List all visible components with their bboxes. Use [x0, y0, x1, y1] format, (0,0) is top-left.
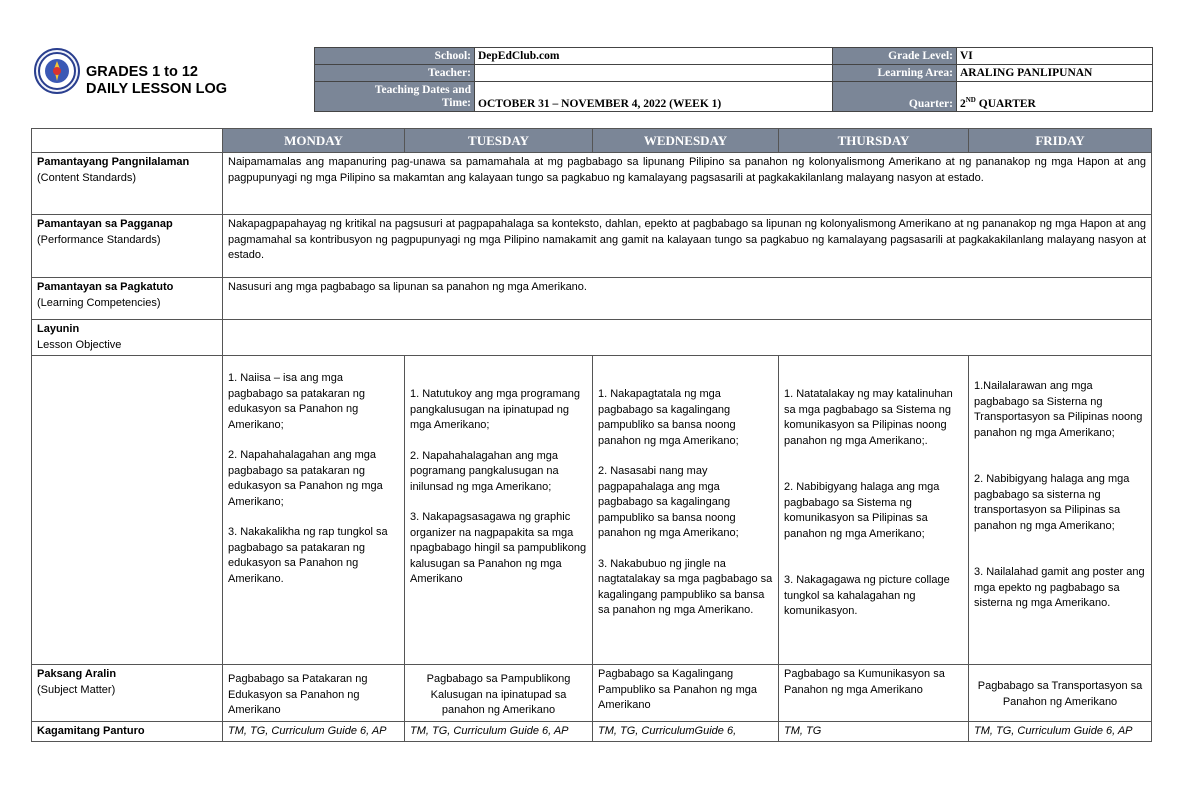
performance-standards-sub: (Performance Standards): [37, 233, 161, 246]
objective-sub: Lesson Objective: [37, 338, 122, 351]
dates-value: OCTOBER 31 – NOVEMBER 4, 2022 (WEEK 1): [475, 82, 833, 112]
subject-thursday: Pagbabago sa Kumunikasyon sa Panahon ng mga Amerikano: [779, 665, 969, 722]
document-title: [86, 64, 227, 98]
materials-friday: TM, TG, Curriculum Guide 6, AP: [969, 721, 1152, 742]
objective-friday-3: 3. Nailalahad gamit ang poster ang mga epekto ng pagbabago sa sisterna ng mga Amerikano.: [974, 566, 1145, 609]
performance-standards-row: [32, 215, 1152, 278]
materials-monday: TM, TG, Curriculum Guide 6, AP: [223, 721, 405, 742]
school-label: School:: [315, 48, 475, 65]
area-value: ARALING PANLIPUNAN: [957, 65, 1153, 82]
grade-value: VI: [957, 48, 1153, 65]
objective-monday-2: 2. Napahahalagahan ang mga pagbabago sa patakaran ng edukasyon sa Panahon ng mga Amerikano;: [228, 449, 383, 508]
performance-standards-text: Nakapagpapahayag ng kritikal na pagsusuri at pagpapahalaga sa konteksto, dahlan, epekto at pagbabago sa lipunan ng kolonyalismong Amerikano at ng pananakop ng mga Hapon at ang pagmamahal sa kontribusyon ng pagpupunyagi ng mga Pilipino namakamit ang gamit na kalayaan tungo sa pagkabuo ng kamalayang pagsasarili at pagkakakilanlang malayang nasyon at estado.: [223, 215, 1152, 278]
content-standards-title: Pamantayang Pangnilalaman: [37, 156, 190, 168]
performance-standards-label: [32, 215, 223, 278]
subject-monday: Pagbabago sa Patakaran ng Edukasyon sa Panahon ng Amerikano: [223, 665, 405, 722]
objective-monday-1: 1. Naiisa – isa ang mga pagbabago sa patakaran ng edukasyon sa Panahon ng Amerikano;: [228, 372, 366, 431]
content-standards-row: [32, 153, 1152, 215]
content-standards-text: Naipamamalas ang mapanuring pag-unawa sa pamamahala at mg pagbabago sa lipunang Pilipino sa panahon ng kolonyalismong Amerikano at ng pananakop ng mga Hapon at ang pagpupunyagi ng mga Pilipino sa makamtan ang kalayaan tungo sa pagkabuo ng kamalayang pagsasarili at pagkakakilanlang malayang nasyon at estado.: [223, 153, 1152, 215]
subject-matter-title: Paksang Aralin: [37, 668, 117, 680]
materials-label: [32, 721, 223, 742]
objective-empty-cell: [223, 320, 1152, 356]
teacher-value: [475, 65, 833, 82]
objective-wednesday-1: 1. Nakapagtatala ng mga pagbabago sa kagalingang pampubliko sa bansa noong panahon ng mga Amerikano;: [598, 388, 739, 447]
subject-wednesday: Pagbabago sa Kagalingang Pampubliko sa Panahon ng mga Amerikano: [593, 665, 779, 722]
objectives-friday: [969, 356, 1152, 665]
title-line2: DAILY LESSON LOG: [86, 81, 227, 97]
objective-tuesday-1: 1. Natutukoy ang mga programang pangkalusugan na ipinatupad ng mga Amerikano;: [410, 388, 580, 431]
quarter-value: [957, 82, 1153, 112]
dates-label-line1: Teaching Dates and: [374, 84, 471, 96]
competencies-sub: (Learning Competencies): [37, 296, 161, 309]
teacher-label: Teacher:: [315, 65, 475, 82]
objectives-tuesday: [405, 356, 593, 665]
objective-wednesday-3: 3. Nakabubuo ng jingle na nagtatalakay sa mga pagbabago sa kagalingang pampubliko sa bansa sa panahon ng mga Amerikano.: [598, 557, 773, 616]
objective-tuesday-3: 3. Nakapagsasagawa ng graphic organizer na nagpapakita sa mga npagbabago hingil sa pampublikong kalusugan sa Panahon ng mga Amerikano: [410, 511, 587, 585]
performance-standards-title: Pamantayan sa Pagganap: [37, 218, 173, 230]
day-wednesday: WEDNESDAY: [593, 129, 779, 153]
header-info-table: [314, 47, 1153, 112]
objective-wednesday-2: 2. Nasasabi nang may pagpapahalaga ang mga pagbabago sa kagalingang pampubliko sa bansa noong panahon ng mga Amerikano;: [598, 465, 739, 539]
competencies-label: [32, 278, 223, 320]
day-thursday: THURSDAY: [779, 129, 969, 153]
title-line1: GRADES 1 to 12: [86, 64, 198, 80]
content-standards-label: [32, 153, 223, 215]
subject-matter-label: [32, 665, 223, 722]
objective-thursday-3: 3. Nakagagawa ng picture collage tungkol sa kahalagahan ng komunikasyon.: [784, 574, 950, 617]
subject-matter-sub: (Subject Matter): [37, 683, 116, 696]
subject-tuesday: Pagbabago sa Pampublikong Kalusugan na ipinatupad sa panahon ng Amerikano: [405, 665, 593, 722]
materials-title: Kagamitang Panturo: [37, 724, 145, 737]
school-value: DepEdClub.com: [475, 48, 833, 65]
quarter-word: QUARTER: [975, 98, 1036, 110]
objective-thursday-1: 1. Natatalakay ng may katalinuhan sa mga pagbabago sa Sistema ng komunikasyon sa Pilipinas noong panahon ng mga Amerikano;.: [784, 388, 953, 447]
lesson-log-table: [31, 128, 1152, 742]
objective-thursday-2: 2. Nabibigyang halaga ang mga pagbabago sa Sistema ng komunikasyon sa Pilipinas sa panahon ng mga Amerikano;: [784, 481, 940, 540]
objectives-monday: [223, 356, 405, 665]
materials-tuesday: TM, TG, Curriculum Guide 6, AP: [405, 721, 593, 742]
dates-label: [315, 82, 475, 112]
subject-matter-row: [32, 665, 1152, 722]
quarter-suffix: ND: [965, 96, 976, 105]
quarter-label: Quarter:: [833, 82, 957, 112]
day-tuesday: TUESDAY: [405, 129, 593, 153]
dates-label-line2: Time:: [441, 97, 471, 109]
objectives-thursday: [779, 356, 969, 665]
day-header-row: [32, 129, 1152, 153]
quarter-number: 2: [960, 98, 966, 110]
objectives-wednesday: [593, 356, 779, 665]
subject-friday: Pagbabago sa Transportasyon sa Panahon ng Amerikano: [969, 665, 1152, 722]
objective-title: Layunin: [37, 323, 80, 335]
objective-row: [32, 320, 1152, 356]
corner-cell: [32, 129, 223, 153]
seal-icon: [37, 51, 77, 91]
objective-label: [32, 320, 223, 356]
objective-tuesday-2: 2. Napahahalagahan ang mga pogramang pangkalusugan na inilunsad ng mga Amerikano;: [410, 449, 559, 493]
competencies-text: Nasusuri ang mga pagbabago sa lipunan sa panahon ng mga Amerikano.: [223, 278, 1152, 320]
day-friday: FRIDAY: [969, 129, 1152, 153]
materials-row: [32, 721, 1152, 742]
materials-wednesday: TM, TG, CurriculumGuide 6,: [593, 721, 779, 742]
area-label: Learning Area:: [833, 65, 957, 82]
competencies-title: Pamantayan sa Pagkatuto: [37, 281, 174, 293]
objectives-label-empty: [32, 356, 223, 665]
objectives-detail-row: [32, 356, 1152, 665]
competencies-row: [32, 278, 1152, 320]
materials-thursday: TM, TG: [779, 721, 969, 742]
objective-friday-2: 2. Nabibigyang halaga ang mga pagbabago sa sisterna ng transportasyon sa Pilipinas sa panahon ng mga Amerikano;: [974, 473, 1130, 532]
grade-label: Grade Level:: [833, 48, 957, 65]
objective-friday-1: 1.Nailalarawan ang mga pagbabago sa Sisterna ng Transportasyon sa Pilipinas noong panahon ng mga Amerikano;: [974, 380, 1143, 439]
content-standards-sub: (Content Standards): [37, 171, 137, 184]
deped-seal-logo: [34, 48, 80, 94]
day-monday: MONDAY: [223, 129, 405, 153]
objective-monday-3: 3. Nakakalikha ng rap tungkol sa pagbabago sa patakaran ng edukasyon sa Panahon ng Amerikano.: [228, 526, 388, 585]
